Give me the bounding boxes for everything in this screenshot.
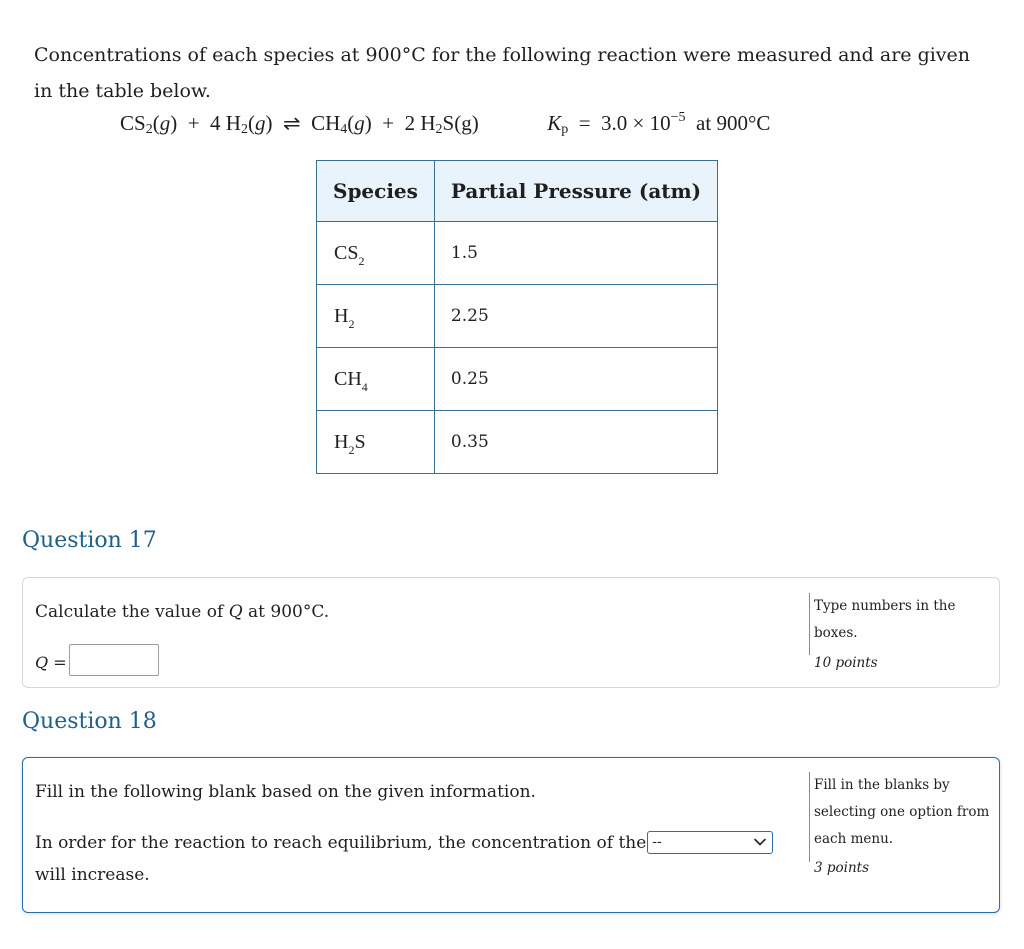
question-18-info [809, 772, 994, 876]
product-1: $CH_4(g)$ [311, 111, 372, 137]
species-cell: $H_2$ [317, 285, 435, 348]
question-18-heading: Question 18 [22, 709, 157, 734]
table-row [317, 285, 718, 348]
table-row [317, 348, 718, 411]
species-cell: $CS_2$ [317, 222, 435, 285]
question-17-points: 10 points [814, 655, 878, 671]
table-row [317, 411, 718, 474]
q-value-input[interactable] [69, 644, 159, 676]
table-header-pressure: Partial Pressure (atm) [434, 161, 717, 222]
reaction-equation [120, 108, 770, 138]
pressure-cell: 2.25 [434, 285, 717, 348]
plus-sign: + [382, 111, 395, 135]
pressure-cell: 1.5 [434, 222, 717, 285]
pressure-cell: 0.35 [434, 411, 717, 474]
plus-sign: + [187, 111, 200, 135]
question-18-sentence: In order for the reaction to reach equilibrium, the concentration of the -- will increase. [35, 827, 795, 891]
q-answer-label: Q = [35, 653, 67, 672]
intro-paragraph: Concentrations of each species at 900°C for the following reaction were measured and are given in the table below. [34, 44, 971, 102]
equilibrium-arrow: ⇌ [282, 111, 301, 135]
question-17-prompt: Calculate the value of Q at 900°C. [35, 602, 330, 622]
partial-pressure-table [316, 160, 718, 474]
pressure-cell: 0.25 [434, 348, 717, 411]
species-select[interactable]: -- [647, 831, 773, 854]
question-17-heading: Question 17 [22, 528, 157, 553]
question-18-card [22, 757, 1000, 913]
question-18-points: 3 points [814, 860, 870, 876]
chevron-down-icon [752, 834, 768, 850]
question-18-instructions: Fill in the blanks by selecting one option from each menu. [814, 777, 990, 847]
species-cell: $CH_4$ [317, 348, 435, 411]
reactant-1: $CS_2(g)$ [120, 111, 178, 137]
species-cell: $H_2S$ [317, 411, 435, 474]
table-row [317, 222, 718, 285]
question-17-card [22, 577, 1000, 688]
question-18-prompt: Fill in the following blank based on the given information. [35, 782, 536, 802]
product-2: 2 $H_2S(g)$ [404, 111, 479, 137]
table-header-species: Species [317, 161, 435, 222]
kp-expression: $K_p = 3.0 \times 10^{-5}$ at 900°C [547, 110, 771, 137]
question-17-instructions: Type numbers in the boxes. [814, 598, 956, 641]
reactant-2: 4 $H_2(g)$ [210, 111, 273, 137]
question-17-info [809, 593, 994, 671]
